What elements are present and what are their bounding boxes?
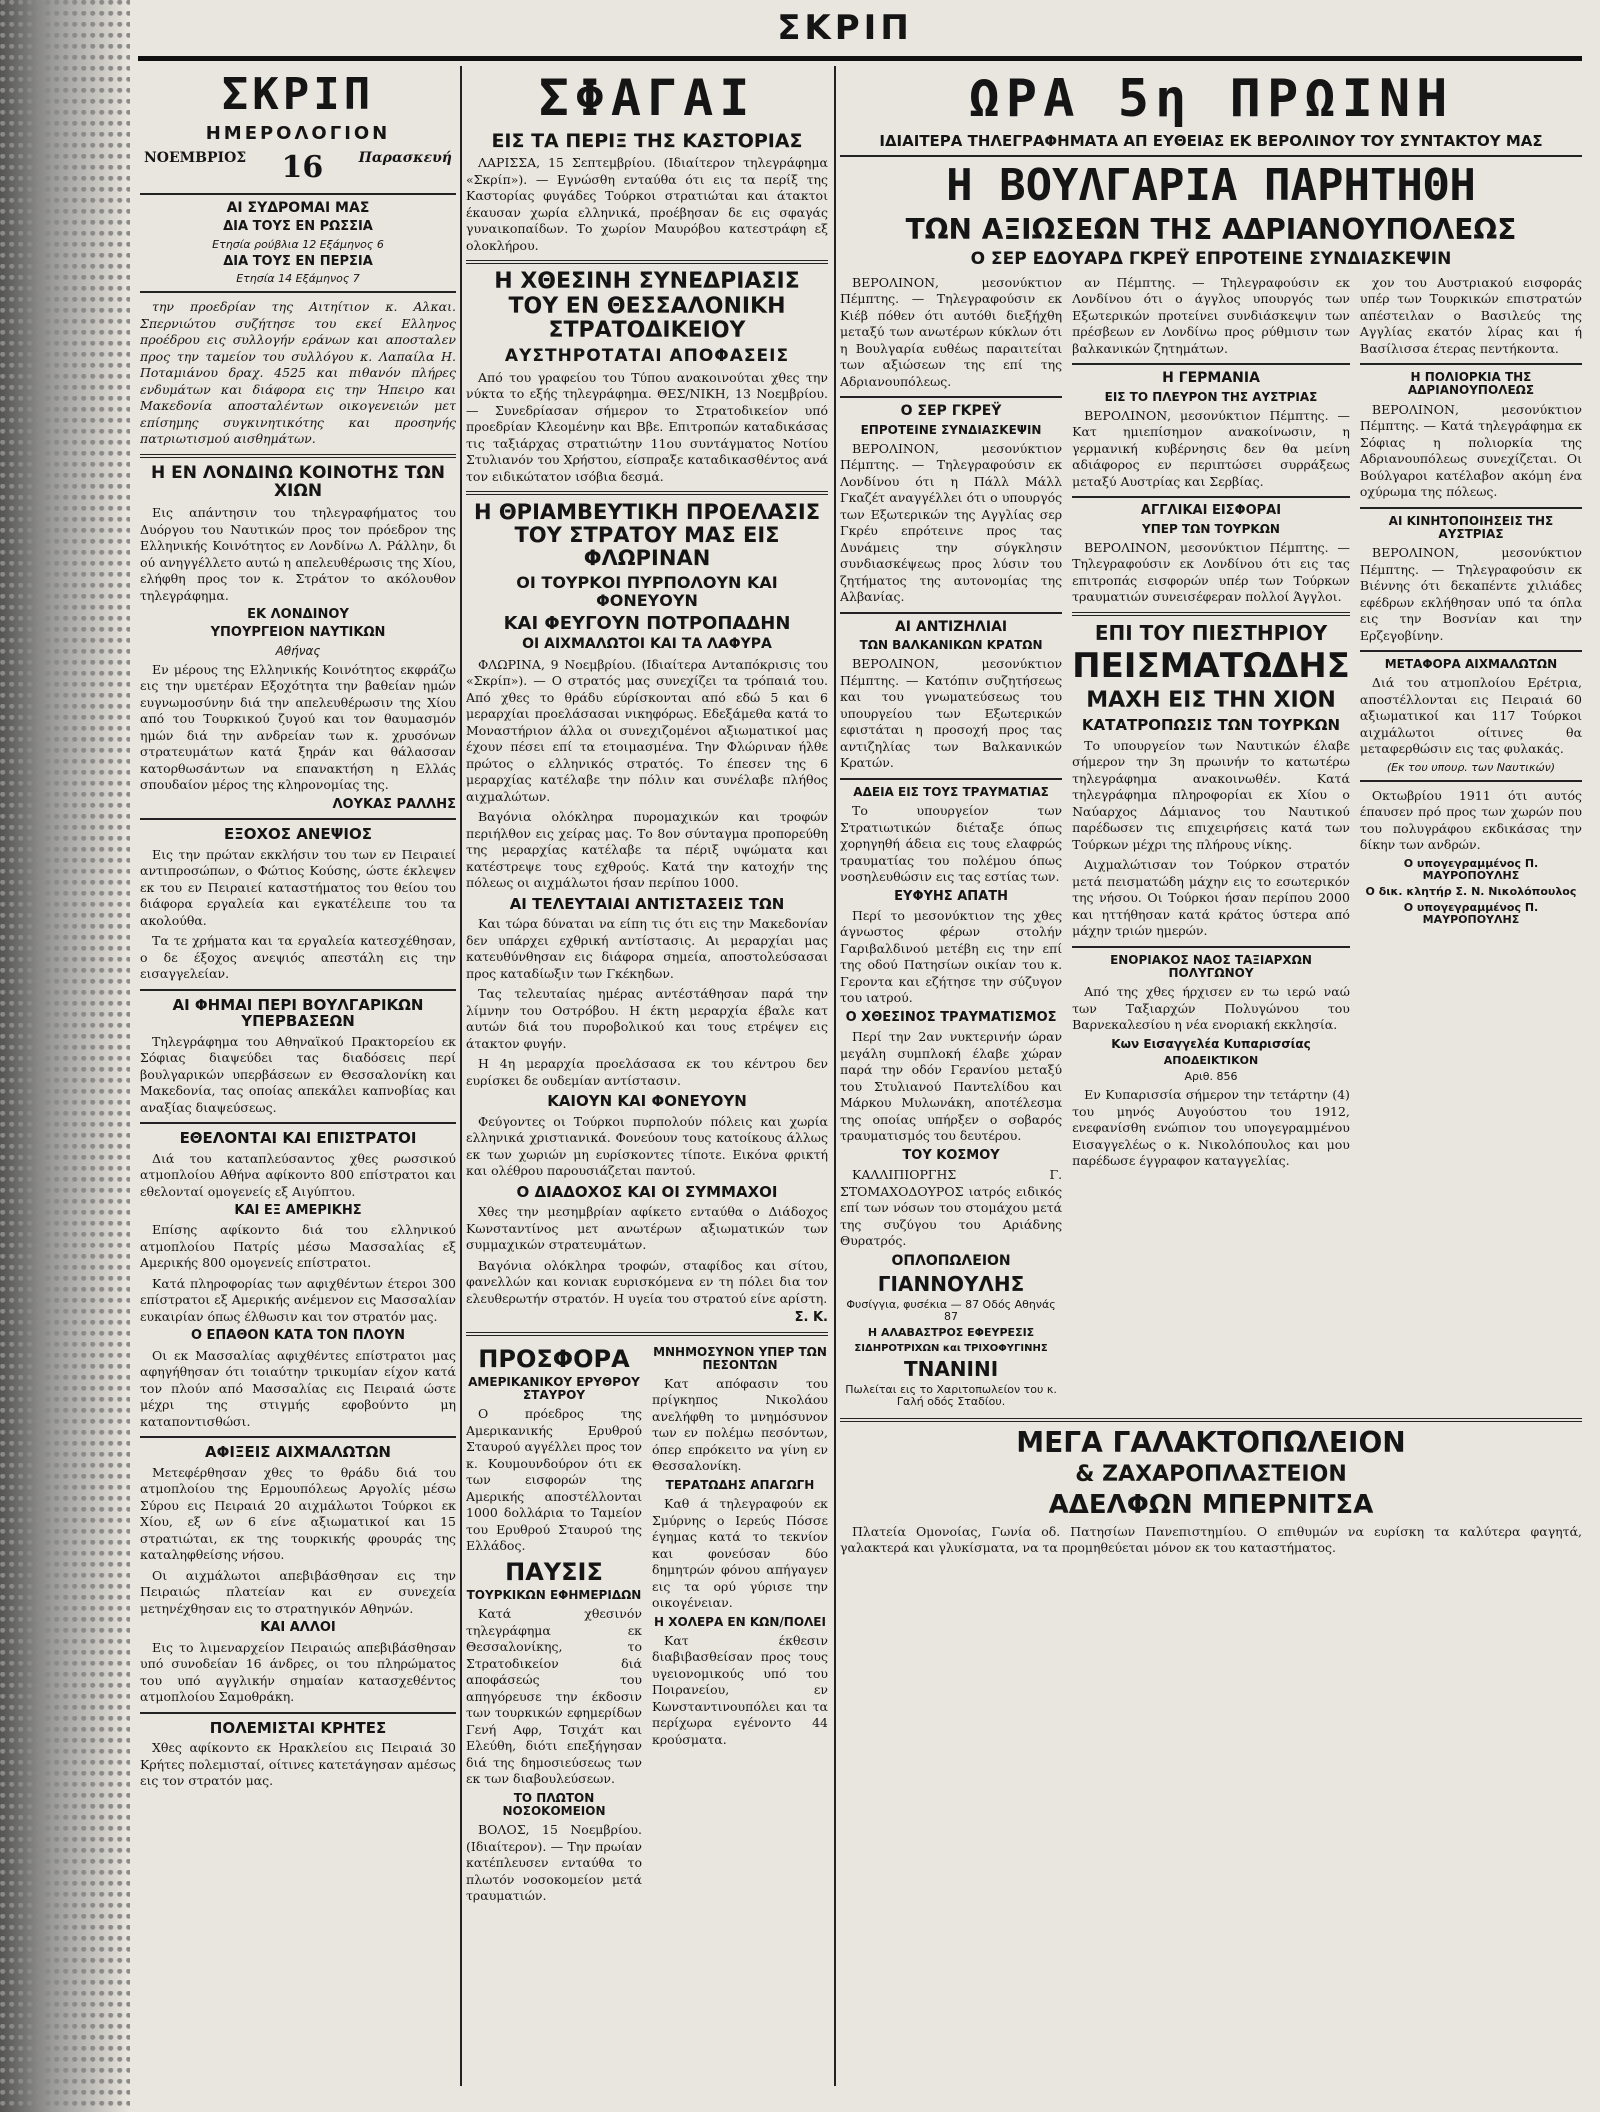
article-text: Καθ ά τηλεγραφούν εκ Σμύρνης ο Ιερεύς Πόσσε έγημας κατά το τεκνίον και φονεύσαν δύο δημητρών φόνου απήγαγεν εις τα ορύ γύρισε την οικογένειαν. <box>652 1496 828 1611</box>
ad-text: ΣΙΔΗΡΟΤΡΙΧΩΝ και ΤΡΙΧΟΦΥΓΙΝΗΣ <box>854 1343 1048 1355</box>
article-text: Από της χθες ήρχισεν εν τω ιερώ ναώ των Ταξιαρχών Πολυγώνου του Βαρνεκαλεσίου η νέα ενοριακή εκκλησία. <box>1072 984 1350 1033</box>
article-text: Κατ απόφασιν του πρίγκηπος Νικολάου ανελήφθη το μνημόσυνον των εν πολέμω πεσόντων, όπερ επρόκειτο να γίνη εν Θεσσαλονίκη. <box>652 1375 828 1474</box>
ad-name: ΓΙΑΝΝΟΥΛΗΣ <box>877 1271 1025 1296</box>
headline: ΜΕΤΑΦΟΡΑ ΑΙΧΜΑΛΩΤΩΝ <box>1384 657 1558 672</box>
article-text: ΒΕΡΟΛΙΝΟΝ, μεσονύκτιον Πέμπτης. — Κατόπιν συζητήσεως και του γνωματεύσεως του υπουργείου των Εξωτερικών εφιστάται η προσοχή προς τας αντιζηλίας των Βαλκανικών Κρατών. <box>840 656 1063 771</box>
headline: ΕΞΟΧΟΣ ΑΝΕΨΙΟΣ <box>224 825 372 844</box>
article-signature: Ο δικ. κλητήρ Σ. Ν. Νικολόπουλος <box>1365 884 1577 898</box>
article-text: Βαγόνια ολόκληρα πυρομαχικών και τροφών περιήλθον εις χείρας μας. Το 8ον σύνταγμα προπορεύθη της μεραρχίας κατέλαβε τα πέριξ υψώματα και κατέστρεψε τους εχθρούς. Κατά την κατοχήν της πόλεως οι αιχμάλωτοι ήσαν περίπου 1000. <box>466 809 828 891</box>
article-text: Μετεφέρθησαν χθες το θράδυ διά του ατμοπλοίου της Ερμουπόλεως Αργολίς μέσω Σύρου εις Πειραιά 20 αιχμάλωτοι Τούρκοι εκ Χίου, εξ ων 6 είνε αξιωματικοί και 15 στρατιώται, εκ της τουρκικής φρουράς της καταληφθείσης νήσου. <box>140 1464 456 1563</box>
article-text: ΒΕΡΟΛΙΝΟΝ, μεσονύκτιον Πέμπτης. — Τηλεγραφούσιν εκ Βιέννης ότι δεκαπέντε χιλιάδες εφέδρων εκλήθησαν υπό τα όπλα εις την Βοσνίαν και την Ερζεγοβίνην. <box>1359 545 1582 643</box>
subheadline: Ο ΔΙΑΔΟΧΟΣ ΚΑΙ ΟΙ ΣΥΜΜΑΧΟΙ <box>516 1182 778 1201</box>
subscriptions-russia-price: Ετησία ρούβλια 12 Εξάμηνος 6 <box>212 237 384 251</box>
article-text: Οι εκ Μασσαλίας αφιχθέντες επίστρατοι μας αφηγήθησαν ότι τοιαύτην τρικυμίαν είχον κατά τον πλούν από Μασσαλίας εις Πειραιά ώστε μέχρι της στιγμής εφοβούντο μη καταποντισθώσι. <box>140 1347 456 1429</box>
subheadline: Ο ΣΕΡ ΕΔΟΥΑΡΔ ΓΚΡΕΫ ΕΠΡΟΤΕΙΝΕ ΣΥΝΔΙΑΣΚΕΨΙΝ <box>970 249 1452 270</box>
subheadline: ΚΑΙ ΕΞ ΑΜΕΡΙΚΗΣ <box>234 1203 362 1219</box>
article-signature: ΛΟΥΚΑΣ ΡΑΛΛΗΣ <box>332 796 456 812</box>
article-text: Κατά χθεσινόν τηλεγράφημα εκ Θεσσαλονίκης, το Στρατοδικείον διά αποφάσεώς του απηγόρευσε την έκδοσιν των τουρκικών εφημερίδων Γενή Αφρ, Τσιχάτ και Ελεύθη, διότι επεξήγησαν διά της δημοσιεύσεως των εκ των διαβουλεύσεων. <box>466 1606 642 1787</box>
article-text: Εις το λιμεναρχείον Πειραιώς απεβιβάσθησαν υπό συνοδείαν 16 άνδρες, οι του πληρώματος του υπό αγγλικήν σημαίαν κατασχεθέντος ατμοπλοίου Σαμοθράκη. <box>140 1639 456 1704</box>
headline: Κων Εισαγγελέα Κυπαρισσίας <box>1111 1036 1311 1051</box>
headline: Η ΓΕΡΜΑΝΙΑ <box>1162 370 1260 387</box>
article-text: Τας τελευταίας ημέρας αντέστάθησαν παρά την λίμνην του Οστρόβου. Η έκτη μεραρχία έβαλε κατ αυτών διά του πυροβολικού και τους ετρέψεν εις άτακτον φυγήν. <box>466 986 828 1051</box>
ad-text: Φυσίγγια, φυσέκια — 87 Οδός Αθηνάς 87 <box>846 1297 1056 1323</box>
article-text: Ο πρόεδρος της Αμερικανικής Ερυθρού Σταυρού αγγέλλει προς τον κ. Κουμουνδούρον ότι εκ των εισφορών της Αμερικής αποστέλλονται 1000 δολλάρια το Ταμείον του Ερυθρού Σταυρού της Ελλάδος. <box>466 1406 642 1554</box>
subheadline: ΑΥΣΤΗΡΟΤΑΤΑΙ ΑΠΟΦΑΣΕΙΣ <box>504 345 790 366</box>
headline-large: Η ΒΟΥΛΓΑΡΙΑ ΠΑΡΗΤΗΘΗ <box>946 160 1476 212</box>
subheadline: ΚΑΤΑΤΡΟΠΩΣΙΣ ΤΩΝ ΤΟΥΡΚΩΝ <box>1081 716 1341 735</box>
article-text: ΒΕΡΟΛΙΝΟΝ, μεσονύκτιον Πέμπτης. — Τηλεγραφούσιν εκ Λονδίνου ότι η Πάλλ Μάλλ Γκαζέτ αναγγέλλει ότι ο υπουργός των Εξωτερικών της Αγγλίας σερ Γκρέυ επρότεινε προς τας Δυνάμεις την σύγκλησιν συνδιασκέψεως προς λύσιν του ζητήματος της αυτονομίας της Αλβανίας. <box>840 440 1063 605</box>
ad-subheadline: ΑΔΕΛΦΩΝ ΜΠΕΡΝΙΤΣΑ <box>1048 1490 1374 1521</box>
calendar-weekday: Παρασκευή <box>358 149 452 166</box>
ad-subheadline: & ΖΑΧΑΡΟΠΛΑΣΤΕΙΟΝ <box>1075 1462 1347 1488</box>
headline: ΕΘΕΛΟΝΤΑΙ ΚΑΙ ΕΠΙΣΤΡΑΤΟΙ <box>179 1129 417 1148</box>
calendar-date <box>140 148 456 187</box>
article-text: ΛΑΡΙΣΣΑ, 15 Σεπτεμβρίου. (Ιδιαίτερον τηλεγράφημα «Σκρίπ»). — Εγνώσθη ενταύθα ότι εις τα περίξ της Καστορίας φυγάδες Τούρκοι στρατιώται και άτακτοι έκαυσαν χωρία ελληνικά, προέβησαν δε εις σφαγάς γυναικοπαίδων. Το χωρίον Μαυρόβου κατεστράφη εξ ολοκλήρου. <box>466 155 828 253</box>
article-text: Η 4η μεραρχία προελάσασα εκ του κέντρου δεν ευρίσκει δε ουδεμίαν αντίστασιν. <box>466 1056 828 1088</box>
article-signature: (Εκ του υπουρ. των Ναυτικών) <box>1386 760 1556 774</box>
subheadline: Η ΧΟΛΕΡΑ ΕΝ ΚΩΝ/ΠΟΛΕΙ <box>654 1614 826 1629</box>
article-text: Κατά πληροφορίας των αφιχθέντων έτεροι 300 επίστρατοι εξ Αμερικής ανέμενον εις Μασσαλίαν ευκαιρίαν όπως έλθωσιν και τον στρατόν μας. <box>140 1275 456 1324</box>
subheadline: ΚΑΙ ΑΛΛΟΙ <box>260 1620 336 1636</box>
article-text: Περί την 2αν νυκτερινήν ώραν μεγάλη συμπλοκή έλαβε χώραν παρά την οδόν Γερανίου μεταξύ του Στυλιανού Παντελίδου και Μάρκου Μυλωνάκη, αποτέλεσμα της οποίας υπήρξεν ο σοβαρός τραυματισμός του δευτέρου. <box>840 1029 1063 1144</box>
article-text: Διά του ατμοπλοίου Ερέτρια, αποστέλλονται εις Πειραιά 60 αξιωματικοί και 117 Τούρκοι αιχμάλωτοι οίτινες θα μεταφερθώσιν εις τας φυλακάς. <box>1359 675 1582 757</box>
headline: Η ΘΡΙΑΜΒΕΥΤΙΚΗ ΠΡΟΕΛΑΣΙΣ ΤΟΥ ΣΤΡΑΤΟΥ ΜΑΣ ΕΙΣ ΦΛΩΡΙΝΑΝ <box>473 500 821 571</box>
article-text: Επίσης αφίκοντο διά του ελληνικού ατμοπλοίου Πατρίς μέσω Μασσαλίας εξ Αμερικής 800 ομογενείς επίστρατοι. <box>140 1222 456 1271</box>
headline: Ο ΧΘΕΣΙΝΟΣ ΤΡΑΥΜΑΤΙΣΜΟΣ <box>845 1009 1057 1025</box>
article-text: ΒΕΡΟΛΙΝΟΝ, μεσονύκτιον Πέμπτης. — Κατά τηλεγράφημα εκ Σόφιας η πολιορκία της Αδριανουπόλεως συνεχίζεται. Οι Βούλγαροι κατέλαβον ακόμη ένα οχύρωμα της πόλεως. <box>1359 401 1582 500</box>
subscriptions-russia: ΔΙΑ ΤΟΥΣ ΕΝ ΡΩΣΣΙΑ <box>223 219 373 235</box>
ad-headline: ΜΕΓΑ ΓΑΛΑΚΤΟΠΩΛΕΙΟΝ <box>1016 1426 1406 1460</box>
article-text: Τηλεγράφημα του Αθηναϊκού Πρακτορείου εκ Σόφιας διαψεύδει τας διαδόσεις περί βουλγαρικών υπερβάσεων εν Θεσσαλονίκη και Μακεδονία, τας οποίας απεκάλει καπνοβίας και αναξίας διαψεύσεως. <box>140 1033 456 1115</box>
subheadline: ΚΑΙΟΥΝ ΚΑΙ ΦΟΝΕΥΟΥΝ <box>547 1092 747 1111</box>
notice-number: Αριθ. 856 <box>1184 1070 1238 1084</box>
article-text: Και τώρα δύναται να είπη τις ότι εις την Μακεδονίαν δεν υπάρχει εχθρική αντίστασις. Αι μεραρχίαι μας κατευθύνθησαν εις διάφορα σημεία, αποστολεύσασαι προς καταδίωξιν των Γκέκηδων. <box>466 916 828 981</box>
page-masthead: ΣΚΡΙΠ <box>777 8 913 48</box>
article-signature: Ο υπογεγραμμένος Π. ΜΑΥΡΟΠΟΥΛΗΣ <box>1403 901 1539 927</box>
article-text: Χθες αφίκοντο εκ Ηρακλείου εις Πειραιά 30 Κρήτες πολεμισταί, οίτινες κατετάγησαν αμέσως εις τον στρατόν μας. <box>140 1740 456 1788</box>
headline: ΑΙ ΦΗΜΑΙ ΠΕΡΙ ΒΟΥΛΓΑΡΙΚΩΝ ΥΠΕΡΒΑΣΕΩΝ <box>172 995 424 1031</box>
top-rule <box>138 56 1582 61</box>
headline: ΠΟΛΕΜΙΣΤΑΙ ΚΡΗΤΕΣ <box>209 1718 387 1737</box>
subheadline: ΟΙ ΑΙΧΜΑΛΩΤΟΙ ΚΑΙ ΤΑ ΛΑΦΥΡΑ <box>522 636 772 653</box>
subscriptions-title: ΑΙ ΣΥΔΡΟΜΑΙ ΜΑΣ <box>226 199 370 216</box>
column-right <box>840 66 1582 2086</box>
article-text: αν Πέμπτης. — Τηλεγραφούσιν εκ Λονδίνου ότι ο άγγλος υπουργός των Εξωτερικών προτείνει συνδιάσκεψιν των πρέσβεων εν Λονδίνω προς ρύθμισιν των βαλκανικών ζητημάτων. <box>1072 274 1350 356</box>
article-text: την προεδρίαν της Αιτηίτιον κ. Αλκαι. Σπερνιώτου συζήτησε του εκεί Ελληνος προέδρου εις συλλογήν εράνων και αποσταλεν προς την ταμείον του συλλόγου κ. Λαπαίλα Η. Ποταμιάνου δραχ. 4525 και πιθανόν πλήρες ενδυμάτων και διάφορα εις την Ήπειρο και Μακεδονία αποσταλέντων οικογενειών μετ επίσημης συγκινητικότης και προσηνής πατριωτισμού αισθημάτων. <box>140 299 456 447</box>
logo: ΣΚΡΙΠ <box>221 69 375 120</box>
article-text: Αιχμαλώτισαν τον Τούρκον στρατόν μετά πεισματώδη μάχην εις το εσωτερικόν της νήσου. Οι Τούρκοι ήσαν περίπου 2000 και ηττήθησαν κατά κράτος ύστερα από μάχην τριών ημερών. <box>1072 857 1350 939</box>
calendar-month: ΝΟΕΜΒΡΙΟΣ <box>144 149 247 166</box>
subheadline: ΕΙΣ ΤΑ ΠΕΡΙΞ ΤΗΣ ΚΑΣΤΟΡΙΑΣ <box>491 129 803 152</box>
subheadline: ΟΙ ΤΟΥΡΚΟΙ ΠΥΡΠΟΛΟΥΝ ΚΑΙ ΦΟΝΕΥΟΥΝ <box>516 573 778 611</box>
article-text: ΒΕΡΟΛΙΝΟΝ, μεσονύκτιον Πέμπτης. — Κατ ημιεπίσημον ανακοίνωσιν, η γερμανική κυβέρνησις δεν θα μείνη αδιάφορος εν περιπτώσει συρράξεως μεταξύ Αυστρίας και Σερβίας. <box>1072 407 1350 489</box>
headline: ΠΡΟΣΦΟΡΑ <box>478 1344 630 1373</box>
calendar-title: ΗΜΕΡΟΛΟΓΙΟΝ <box>205 123 391 145</box>
article-text: ΒΕΡΟΛΙΝΟΝ, μεσονύκτιον Πέμπτης. — Τηλεγραφούσιν εκ Κιέβ πόθεν ότι αυτόθι διεξήχθη μεταξύ των ανωτέρων κύκλων ότι η Βουλγαρία ευθέως παραιτείται των αξιώσεων της επί της Αδριανουπόλεως. <box>840 274 1063 389</box>
article-recipient: ΥΠΟΥΡΓΕΙΟΝ ΝΑΥΤΙΚΩΝ <box>210 625 386 641</box>
subheadline: ΥΠΕΡ ΤΩΝ ΤΟΥΡΚΩΝ <box>1142 521 1280 536</box>
subheadline: Ο ΕΠΑΘΟΝ ΚΑΤΑ ΤΟΝ ΠΛΟΥΝ <box>190 1328 406 1344</box>
headline: Ο ΣΕΡ ΓΚΡΕΫ <box>900 403 1002 420</box>
ad-title: ΟΠΛΟΠΩΛΕΙΟΝ <box>891 1252 1011 1269</box>
subheadline: ΑΠΟΔΕΙΚΤΙΚΟΝ <box>1163 1053 1259 1067</box>
headline: ΕΥΦΥΗΣ ΑΠΑΤΗ <box>894 888 1008 904</box>
headline: ΑΔΕΙΑ ΕΙΣ ΤΟΥΣ ΤΡΑΥΜΑΤΙΑΣ <box>853 784 1049 799</box>
headline-large: ΩΡΑ 5η ΠΡΩΙΝΗ <box>968 69 1454 129</box>
headline: Η ΠΟΛΙΟΡΚΙΑ ΤΗΣ ΑΔΡΙΑΝΟΥΠΟΛΕΩΣ <box>1407 370 1535 398</box>
article-text: Το υπουργείον των Στρατιωτικών διέταξε όπως χορηγηθή άδεια εις τους ελαφρώς τραυματίας του πολέμου όπως νοσηλευθώσιν εις τας εστίας των. <box>840 803 1063 885</box>
article-text: Εις απάντησιν του τηλεγραφήματος του Δυόργου του Ναυτικών προς τον πρόεδρον της Ελληνικής Κοινότητος εν Λονδίνω Λ. Ράλλην, δι ού ανηγγέλλετο αυτώ η απελευθέρωσις της Χίου, ελήφθη προς τον κ. Στράτον το ακόλουθον τηλεγράφημα. <box>140 505 456 603</box>
article-text: ΒΟΛΟΣ, 15 Νοεμβρίου. (Ιδιαίτερον). — Την πρωίαν κατέπλευσεν ενταύθα το πλωτόν νοσοκομείον μετά τραυματιών. <box>466 1822 642 1904</box>
article-text: Οκτωβρίου 1911 ότι αυτός έπαυσεν πρό προς των χωρών που του πολυγράφου εκδικάσας την δίκην των ανδρών. <box>1359 787 1582 853</box>
subheadline: ΤΕΡΑΤΩΔΗΣ ΑΠΑΓΩΓΗ <box>665 1477 815 1492</box>
article-signature: Σ. Κ. <box>794 1310 828 1326</box>
ad-name: ΤΝΑΝΙΝΙ <box>903 1357 999 1382</box>
article-text: Από του γραφείου του Τύπου ανακοινούται χθες την νύκτα το εξής τηλεγράφημα. ΘΕΣ/ΝΙΚΗ, 13 Νοεμβρίου. — Συνεδρίασαν σήμερον το Στρατοδικείον υπό προεδρίαν Κλεομένην και Ββε. Επιτροπών καταδικάσας τις ταξιάρχας στρατιώτην 11ου συντάγματος Νοτίου Στυλιανόν του Χρήστου, είσπραξε καταδικασθέντος ανά τον ειδικώτατον ισόβια δεσμά. <box>466 369 828 484</box>
headline: ΤΟΥ ΚΟΣΜΟΥ <box>902 1147 1000 1163</box>
subscriptions-persia-price: Ετησία 14 Εξάμηνος 7 <box>236 272 360 286</box>
headline-large: ΠΕΙΣΜΑΤΩΔΗΣ <box>1072 645 1350 686</box>
subheadline: ΤΩΝ ΑΞΙΩΣΕΩΝ ΤΗΣ ΑΔΡΙΑΝΟΥΠΟΛΕΩΣ <box>905 213 1517 247</box>
article-text: Βαγόνια ολόκληρα τροφών, σταφίδος και σίτου, φανελλών και κονιακ ευρισκόμενα εν τη πόλει δια τον ελευθερωτήν στρατόν. Η υγεία του στρατού είνε αρίστη. <box>466 1257 828 1306</box>
article-text: Διά του καταπλεύσαντος χθες ρωσσικού ατμοπλοίου Αθήνα αφίκοντο 800 επίστρατοι και εθελονταί ομογενείς εξ Αιγύπτου. <box>140 1150 456 1199</box>
column-divider <box>834 66 836 2086</box>
article-text: Το υπουργείον των Ναυτικών έλαβε σήμερον την 3η πρωινήν το κατωτέρω τηλεγράφημα ανακοινωθέν. Κατά τηλεγράφημα πληροφορίαι εκ Χίου ο Ναύαρχος Δάμιανος του Ναυτικού παρέδωσεν τις επιχειρήσεις κατά των Τούρκων μέχρι της πλήρους νίκης. <box>1072 737 1350 852</box>
ad-text: Πωλείται εις το Χαριτοπωλείον του κ. Γαλή οδός Σταδίου. <box>845 1383 1057 1409</box>
subheadline: ΤΟΥΡΚΙΚΩΝ ΕΦΗΜΕΡΙΔΩΝ <box>466 1588 642 1603</box>
headline: ΑΙ ΚΙΝΗΤΟΠΟΙΗΣΕΙΣ ΤΗΣ ΑΥΣΤΡΙΑΣ <box>1388 513 1554 541</box>
article-text: Εν μέρους της Ελληνικής Κοινότητος εκφράζω εις την υμετέραν Εξοχότητα την βαθείαν ημών ευγνωμοσύνην διά την απελευθέρωσιν της Χίου από του Τουρκικού ζυγού και τον θαυμασμόν ημών διά την ανδρείαν των κ. χρυσόνων στρατευμάτων κατά ξηράν και θάλασσαν κατορθωσάντων να επανακτήση η Ελλάς σπουδαίον μέρος της κληρονομίας της. <box>140 661 456 793</box>
headline: ΠΑΥΣΙΣ <box>505 1557 603 1586</box>
article-text: ΒΕΡΟΛΙΝΟΝ, μεσονύκτιον Πέμπτης. — Τηλεγραφούσιν εκ Λονδίνου ότι εις τας επιτροπάς εισφορών υπέρ των Τούρκων τραυματιών συνεισέφεραν πολλοί Άγγλοι. <box>1072 539 1350 605</box>
subheadline: ΑΙ ΤΕΛΕΥΤΑΙΑΙ ΑΝΤΙΣΤΑΣΕΙΣ ΤΩΝ <box>509 894 785 913</box>
article-text: ΚΑΛΛΙΠΙΟΡΓΗΣ Γ. ΣΤΟΜΑΧΟΔΟΥΡΟΣ ιατρός ειδικός επί των νόσων του στομάχου μετά της συζύγου του Αριάδνης Θυρατρός. <box>840 1167 1063 1248</box>
subheadline: ΕΙΣ ΤΟ ΠΛΕΥΡΟΝ ΤΗΣ ΑΥΣΤΡΙΑΣ <box>1104 389 1318 404</box>
subheadline: ΕΠΡΟΤΕΙΝΕ ΣΥΝΔΙΑΣΚΕΨΙΝ <box>860 422 1042 437</box>
calendar-day: 16 <box>281 149 324 185</box>
headline-large: ΣΦΑΓΑΙ <box>538 69 756 127</box>
headline: ΑΓΓΛΙΚΑΙ ΕΙΣΦΟΡΑΙ <box>1140 503 1282 519</box>
subheadline: ΙΔΙΑΙΤΕΡΑ ΤΗΛΕΓΡΑΦΗΜΑΤΑ ΑΠ ΕΥΘΕΙΑΣ ΕΚ ΒΕΡΟΛΙΝΟΥ ΤΟΥ ΣΥΝΤΑΚΤΟΥ ΜΑΣ <box>879 131 1543 150</box>
scan-margin <box>0 0 130 2112</box>
article-city: Αθήνας <box>275 643 321 658</box>
headline: ΑΙ ΑΝΤΙΖΗΛΙΑΙ <box>894 618 1008 635</box>
ad-text: Πλατεία Ομονοίας, Γωνία οδ. Πατησίων Πανεπιστημίου. Ο επιθυμών να ευρίσκη τα καλύτερα φαγητά, γαλακτερά και γλυκίσματα, να τα προμηθεύεται μόνον εκ του καταστήματος. <box>840 1523 1582 1556</box>
article-text: Κατ έκθεσιν διαβιβασθείσαν προς τους υγειονομικούς υπό του Ποιρανείου, εν Κωνσταντινουπόλει και τα περίχωρα εγένοντο 44 κρούσματα. <box>652 1632 828 1747</box>
subheadline: ΤΩΝ ΒΑΛΚΑΝΙΚΩΝ ΚΡΑΤΩΝ <box>859 638 1043 653</box>
column-divider <box>460 66 462 2086</box>
article-text: Εις την πρώταν εκκλήσιν του των εν Πειραιεί αντιπροσώπων, ο Φώτιος Κούσης, ώστε έκλεψεν εκ του εν Πειραιεί καταστήματος του θείου του διάφορα εργαλεία και εγκατέλειπε του τα ακολούθα. <box>140 846 456 928</box>
headline: ΕΠΙ ΤΟΥ ΠΙΕΣΤΗΡΙΟΥ <box>1094 620 1328 645</box>
column-middle <box>466 66 828 2086</box>
article-text: χον του Αυστριακού εισφοράς υπέρ των Τουρκικών επιστρατών απέστειλαν ο Βασιλεύς της Αγγλίας εκατόν λίρας και ή Βασίλισσα έτερας πεντήκοντα. <box>1359 274 1582 356</box>
headline: ΕΝΟΡΙΑΚΟΣ ΝΑΟΣ ΤΑΞΙΑΡΧΩΝ ΠΟΛΥΓΩΝΟΥ <box>1110 952 1312 981</box>
column-left <box>140 66 456 2086</box>
article-text: Φεύγοντες οι Τούρκοι πυρπολούν πόλεις και χωρία ελληνικά χριστιανικά. Φονεύουν τους κατοίκους άλλως εκ των χωριών μη ευρίσκοντες τίποτε. Εικόνα φρικτή και ολέθρου παρουσιάζεται παντού. <box>466 1113 828 1179</box>
headline: Η ΧΘΕΣΙΝΗ ΣΥΝΕΔΡΙΑΣΙΣ ΤΟΥ ΕΝ ΘΕΣΣΑΛΟΝΙΚΗ ΣΤΡΑΤΟΔΙΚΕΙΟΥ <box>494 269 800 343</box>
subheadline: ΜΝΗΜΟΣΥΝΟΝ ΥΠΕΡ ΤΩΝ ΠΕΣΟΝΤΩΝ <box>653 1344 827 1372</box>
article-text: ΦΛΩΡΙΝΑ, 9 Νοεμβρίου. (Ιδιαίτερα Ανταπόκρισις του «Σκρίπ»). — Ο στρατός μας συνεχίζει τα τρόπαιά του. Από χθες το θράδυ εύρίσκονται από εδώ 5 και 6 μεραρχίαι προελάσασαι νικηφόρως. Εδεξάμεθα κατά το Μοναστήριον άλλα οι συνεχιζομένοι αξιωματικοί μας έχουν πέσει επί τα ετοιμασμένα. Την Φλώριναν ήλθε πρώτος ο ελληνικός στρατός. Το έπεσεν της 6 μεραρχίας κατέλαβε την πόλιν και συνέλαβε πλήθος αιχμαλώτων. <box>466 656 828 804</box>
subheadline: ΤΟ ΠΛΩΤΟΝ ΝΟΣΟΚΟΜΕΙΟΝ <box>502 1790 606 1819</box>
article-text: Εν Κυπαρισσία σήμερον την τετάρτην (4) του μηνός Αυγούστου του 1912, ενεφανίσθη ενώπιον του υπογεγραμμένου Εισαγγελέως ο κ. Νικολόπουλος και μου παρέδωσε έγγραφον καταγγελίας. <box>1072 1087 1350 1169</box>
subheadline: ΑΜΕΡΙΚΑΝΙΚΟΥ ΕΡΥΘΡΟΥ ΣΤΑΥΡΟΥ <box>468 1374 640 1403</box>
article-text: Περί το μεσονύκτιον της χθες άγνωστος φέρων στολήν Γαριβαλδινού μετέβη εις την επί της οδού Πατησίων οικίαν του κ. Γεροντα και εζήτησε την σύζυγον του ιατρού. <box>840 907 1063 1006</box>
headline: Η ΕΝ ΛΟΝΔΙΝΩ ΚΟΙΝΟΤΗΣ ΤΩΝ ΧΙΩΝ <box>150 462 446 502</box>
subscriptions-persia: ΔΙΑ ΤΟΥΣ ΕΝ ΠΕΡΣΙΑ <box>223 253 373 269</box>
ad-title: Η ΑΛΑΒΑΣΤΡΟΣ ΕΦΕΥΡΕΣΙΣ <box>867 1326 1035 1340</box>
headline: ΑΦΙΞΕΙΣ ΑΙΧΜΑΛΩΤΩΝ <box>205 1443 391 1462</box>
subheadline: ΚΑΙ ΦΕΥΓΟΥΝ ΠΟΤΡΟΠΑΔΗΝ <box>503 612 791 634</box>
article-text: Χθες την μεσημβρίαν αφίκετο ενταύθα ο Διάδοχος Κωνσταντίνος μετ ανωτέρων αξιωματικών των συμμαχικών στρατευμάτων. <box>466 1204 828 1253</box>
article-text: Οι αιχμάλωτοι απεβιβάσθησαν εις την Πειραιώς πλατείαν και εν συνεχεία μετηνέχθησαν εις το στρατηγικόν Αθηνών. <box>140 1567 456 1616</box>
article-signature: Ο υπογεγραμμένος Π. ΜΑΥΡΟΠΟΥΛΗΣ <box>1403 856 1539 882</box>
subheadline: ΜΑΧΗ ΕΙΣ ΤΗΝ ΧΙΟΝ <box>1086 688 1336 714</box>
article-dateline: ΕΚ ΛΟΝΔΙΝΟΥ <box>247 607 349 623</box>
article-text: Τα τε χρήματα και τα εργαλεία κατεσχέθησαν, ο δε έξοχος ανεψιός απεστάλη εις την εισαγγελείαν. <box>140 933 456 982</box>
